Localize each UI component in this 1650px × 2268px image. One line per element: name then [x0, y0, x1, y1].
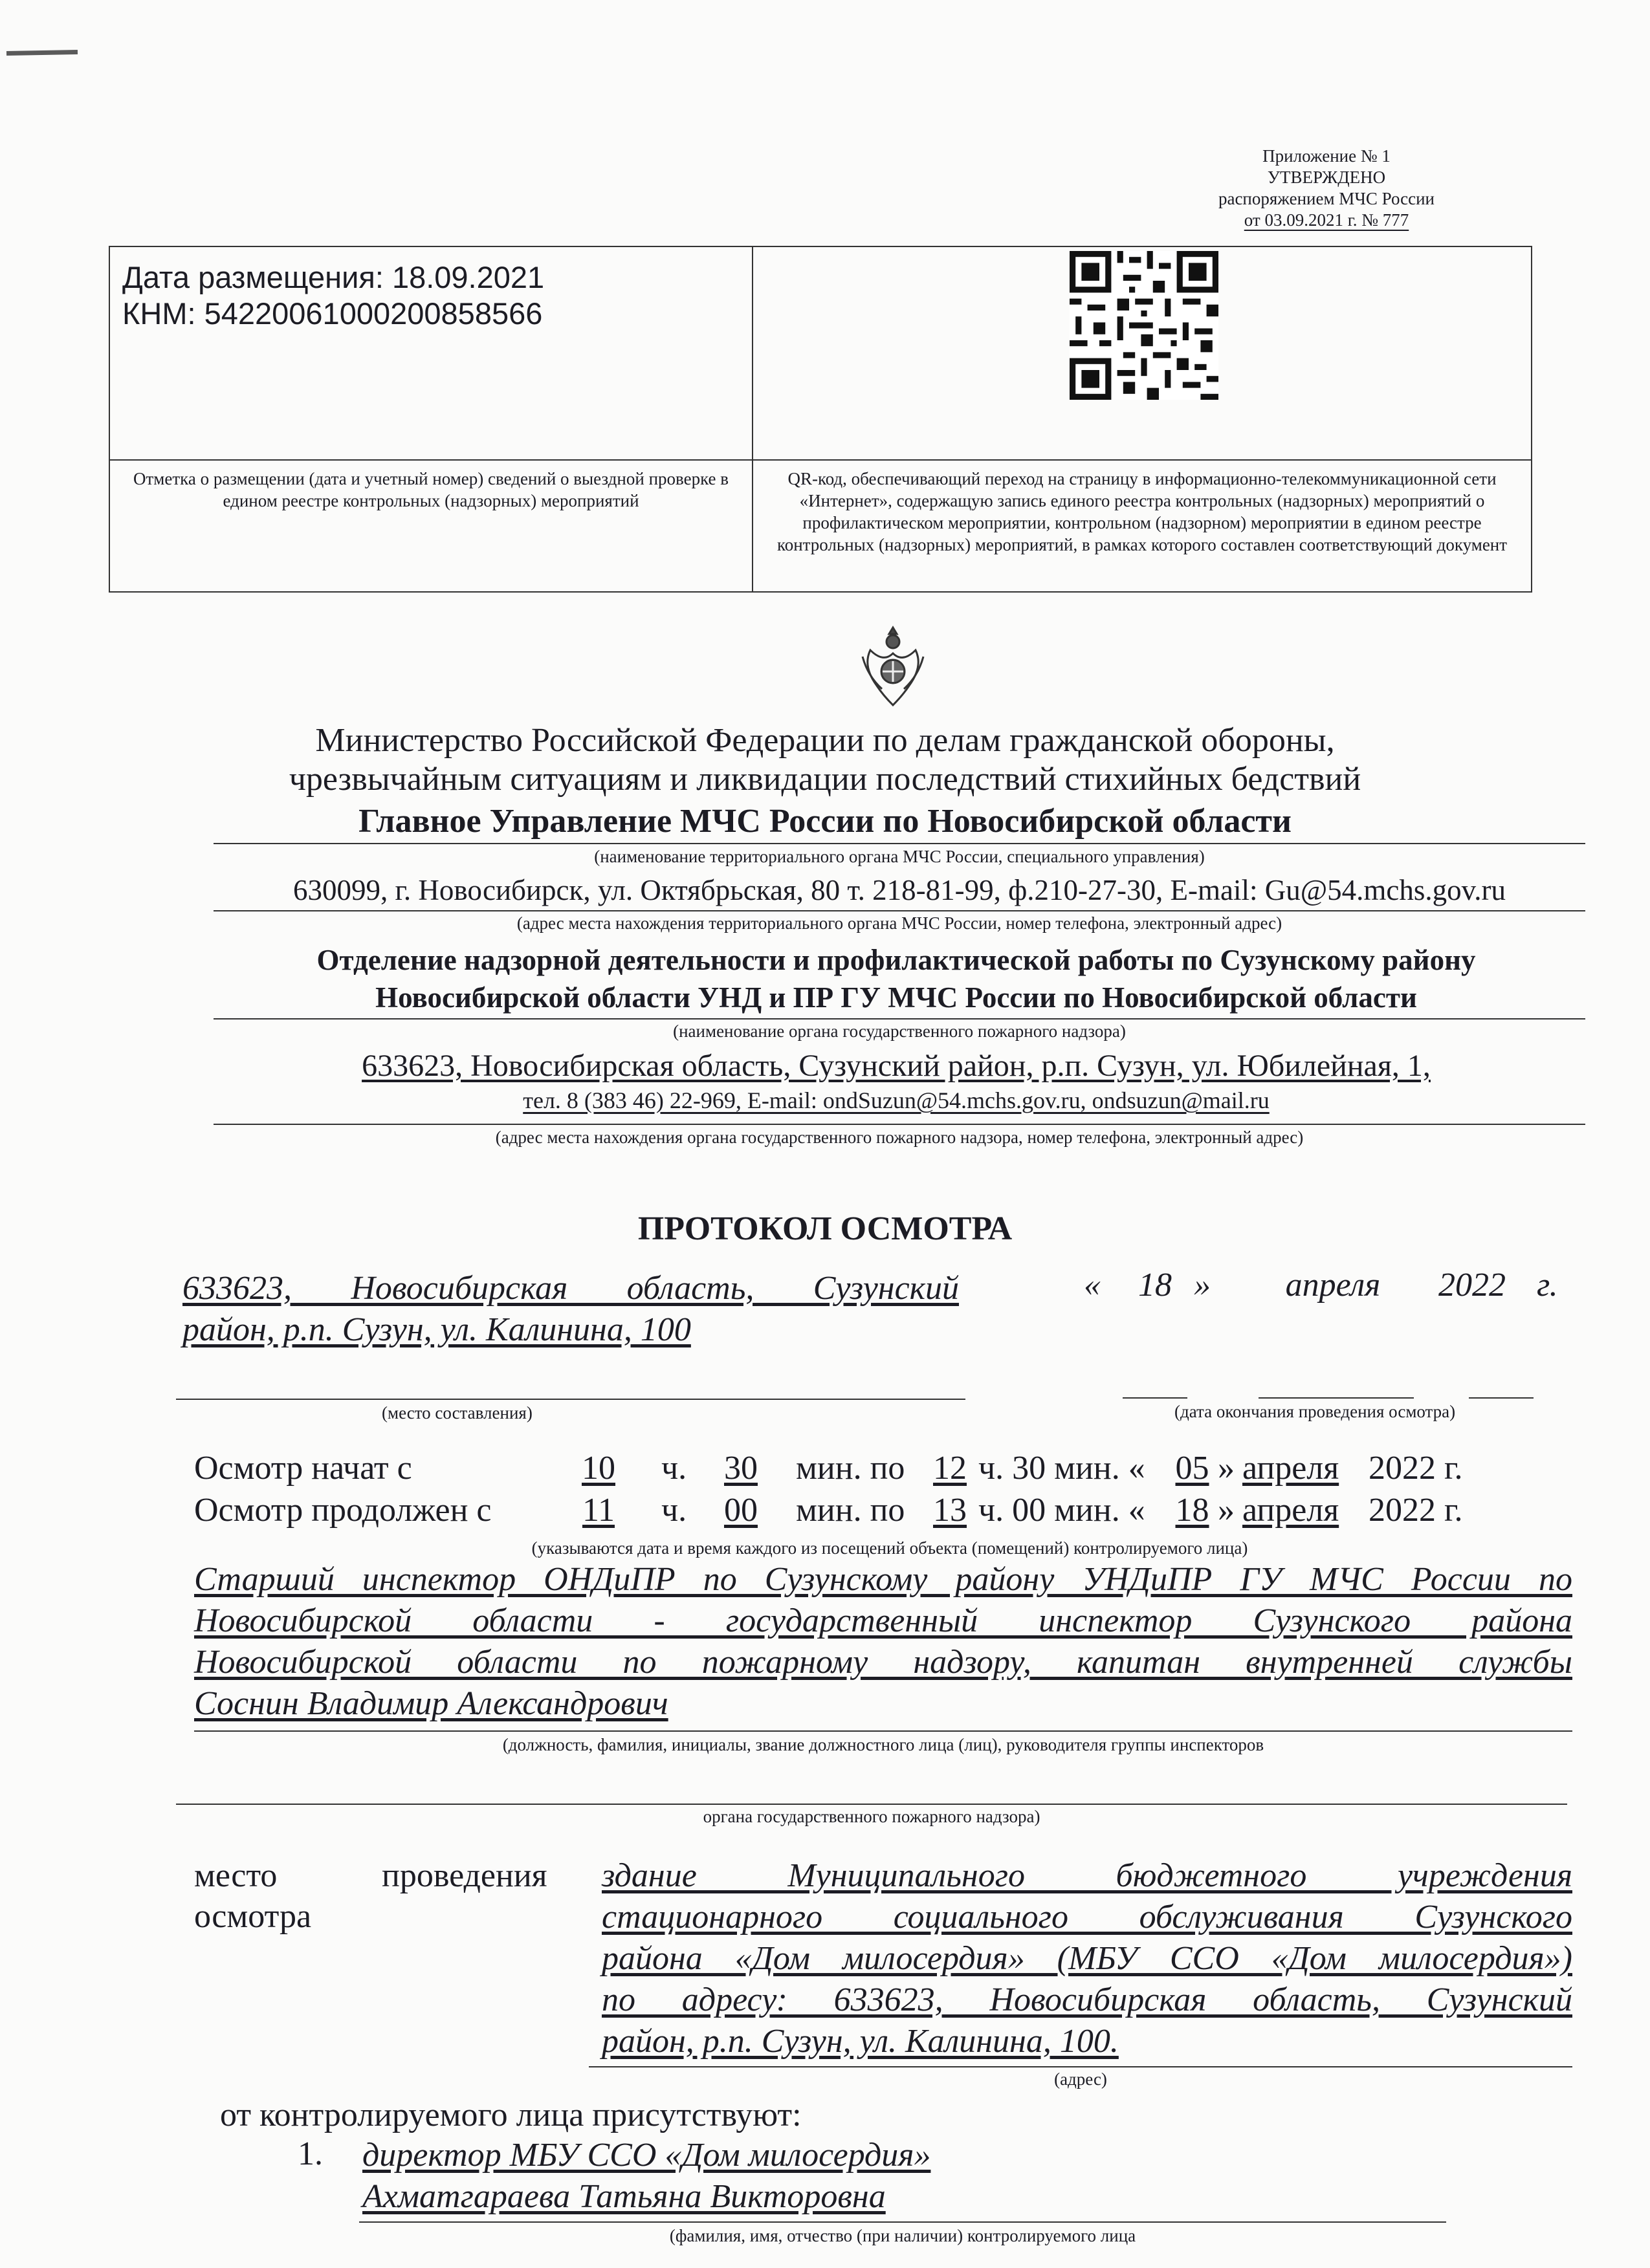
ministry-line-1: Министерство Российской Федерации по делам гражданской обороны,	[315, 722, 1335, 759]
inspector-line-2: Новосибирской области - государственный инспектор Сузунского района	[194, 1602, 1572, 1639]
department-address: 633623, Новосибирская область, Сузунский район, р.п. Сузун, ул. Юбилейная, 1,	[362, 1049, 1431, 1083]
divider	[1259, 1397, 1414, 1399]
times-caption: (указываются дата и время каждого из посещений объекта (помещений) контролируемого лица)	[531, 1538, 1248, 1558]
venue-line-4: по адресу: 633623, Новосибирская область, Сузунский	[602, 1981, 1572, 2018]
main-office-address: 630099, г. Новосибирск, ул. Октябрьская, 80 т. 218-81-99, ф.210-27-30, E-mail: Gu@54.mchs.gov.ru	[293, 874, 1506, 906]
department-caption: (наименование органа государственного пожарного надзора)	[673, 1021, 1126, 1041]
row-label: Осмотр продолжен с	[194, 1492, 492, 1529]
mchs-emblem-icon	[857, 621, 929, 712]
venue-line-5: район, р.п. Сузун, ул. Калинина, 100.	[602, 2023, 1119, 2060]
inspector-caption-2: органа государственного пожарного надзора)	[703, 1807, 1040, 1826]
approval-line-4: от 03.09.2021 г. № 777	[1244, 210, 1409, 230]
date-suffix: г.	[1537, 1267, 1558, 1303]
month: апреля	[1242, 1492, 1339, 1529]
registry-caption-left: Отметка о размещении (дата и учетный номер) сведений о выездной проверке в едином реестре контрольных (надзорных) мероприятий	[109, 460, 753, 592]
date-day: 18	[1138, 1267, 1172, 1303]
mid-label: мин. по	[796, 1492, 905, 1529]
end-time: ч. 30 мин. «	[978, 1450, 1145, 1487]
year: 2022 г.	[1369, 1492, 1463, 1529]
attendee-line-2: Ахматгараева Татьяна Викторовна	[362, 2178, 886, 2215]
inspector-line-3: Новосибирской области по пожарному надзору, капитан внутренней службы	[194, 1644, 1572, 1681]
divider	[1469, 1397, 1534, 1399]
divider	[194, 1730, 1572, 1732]
month: апреля	[1242, 1450, 1339, 1487]
divider	[214, 910, 1585, 911]
mid-label: мин. по	[796, 1450, 905, 1487]
attendees-heading: от контролируемого лица присутствуют:	[220, 2097, 802, 2133]
divider	[176, 1804, 1567, 1805]
inspector-line-1: Старший инспектор ОНДиПР по Сузунскому району УНДиПР ГУ МЧС России по	[194, 1561, 1572, 1598]
start-hour: 10	[582, 1450, 615, 1487]
date-caption: (дата окончания проведения осмотра)	[1174, 1402, 1456, 1421]
venue-caption: (адрес)	[1054, 2069, 1107, 2089]
hour-label: ч.	[661, 1492, 687, 1529]
venue-line-1: здание Муниципального бюджетного учреждения	[602, 1857, 1572, 1894]
venue-label-1: место	[194, 1857, 278, 1894]
end-hour: 13	[933, 1492, 967, 1529]
main-office-caption: (наименование территориального органа МЧС России, специального управления)	[594, 847, 1205, 866]
venue-line-3: района «Дом милосердия» (МБУ ССО «Дом милосердия»)	[602, 1940, 1572, 1977]
inspection-start-row	[194, 1449, 1585, 1490]
approval-line-1: Приложение № 1	[1262, 146, 1391, 166]
venue-label-3: осмотра	[194, 1898, 312, 1935]
department-address-caption: (адрес места нахождения органа государственного пожарного надзора, номер телефона, электронный адрес)	[495, 1128, 1304, 1147]
year: 2022 г.	[1369, 1450, 1463, 1487]
inspector-line-4: Соснин Владимир Александрович	[194, 1685, 668, 1722]
hour-label: ч.	[661, 1450, 687, 1487]
knm-number: КНМ: 54220061000200858566	[122, 296, 543, 331]
department-line-2: Новосибирской области УНД и ПР ГУ МЧС России по Новосибирской области	[375, 981, 1417, 1014]
registry-caption-right: QR-код, обеспечивающий переход на страницу в информационно-телекоммуникационной сети «Интернет», содержащую запись единого реестра контрольных (надзорных) мероприятий о профилактическом мероприятии, контрольном (надзорном) мероприятии в едином реестре контрольных (надзорных) мероприятий, в рамках которого составлен соответствующий документ	[753, 460, 1532, 592]
divider	[589, 2066, 1572, 2067]
date-quote-open: «	[1084, 1267, 1101, 1303]
protocol-title: ПРОТОКОЛ ОСМОТРА	[637, 1210, 1013, 1247]
day: 05	[1175, 1450, 1209, 1487]
divider	[1123, 1397, 1187, 1399]
attendees-caption: (фамилия, имя, отчество (при наличии) контролируемого лица	[669, 2226, 1136, 2245]
attendee-number: 1.	[298, 2135, 323, 2172]
place-line-1: 633623, Новосибирская область, Сузунский	[182, 1270, 959, 1307]
row-label: Осмотр начат с	[194, 1450, 412, 1487]
inspection-continued-row	[194, 1491, 1585, 1532]
divider	[214, 1124, 1585, 1125]
ministry-line-2: чрезвычайным ситуациям и ликвидации последствий стихийных бедствий	[289, 761, 1361, 798]
end-hour: 12	[933, 1450, 967, 1487]
quote: »	[1218, 1450, 1235, 1487]
registry-record-cell	[109, 246, 753, 460]
date-quote-close: »	[1194, 1267, 1211, 1303]
registry-table	[109, 246, 1532, 593]
placement-date: Дата размещения: 18.09.2021	[122, 260, 545, 294]
divider	[214, 843, 1585, 844]
start-minute: 30	[724, 1450, 758, 1487]
main-office-address-caption: (адрес места нахождения территориального органа МЧС России, номер телефона, электронный адрес)	[516, 913, 1282, 933]
scan-artifact	[6, 50, 78, 56]
approval-block	[1113, 146, 1540, 231]
main-office-name: Главное Управление МЧС России по Новосибирской области	[358, 803, 1292, 840]
start-hour: 11	[582, 1492, 615, 1529]
qr-code-icon	[1070, 251, 1218, 400]
divider	[214, 1018, 1585, 1020]
quote: »	[1218, 1492, 1235, 1529]
divider	[176, 1399, 965, 1400]
place-caption: (место составления)	[382, 1403, 533, 1423]
inspector-caption-1: (должность, фамилия, инициалы, звание должностного лица (лиц), руководителя группы инспекторов	[502, 1735, 1264, 1754]
end-time: ч. 00 мин. «	[978, 1492, 1145, 1529]
approval-line-3: распоряжением МЧС России	[1218, 189, 1435, 208]
date-year: 2022	[1438, 1267, 1506, 1303]
date-month: апреля	[1285, 1267, 1381, 1303]
venue-label-2: проведения	[382, 1857, 547, 1894]
start-minute: 00	[724, 1492, 758, 1529]
department-line-1: Отделение надзорной деятельности и профилактической работы по Сузунскому району	[316, 944, 1476, 976]
approval-line-2: УТВЕРЖДЕНО	[1267, 168, 1386, 187]
attendee-line-1: директор МБУ ССО «Дом милосердия»	[362, 2137, 931, 2174]
venue-line-2: стационарного социального обслуживания Сузунского	[602, 1899, 1572, 1935]
day: 18	[1175, 1492, 1209, 1529]
divider	[359, 2221, 1446, 2223]
department-contacts: тел. 8 (383 46) 22-969, E-mail: ondSuzun@54.mchs.gov.ru, ondsuzun@mail.ru	[523, 1087, 1270, 1113]
place-line-2: район, р.п. Сузун, ул. Калинина, 100	[182, 1311, 691, 1348]
